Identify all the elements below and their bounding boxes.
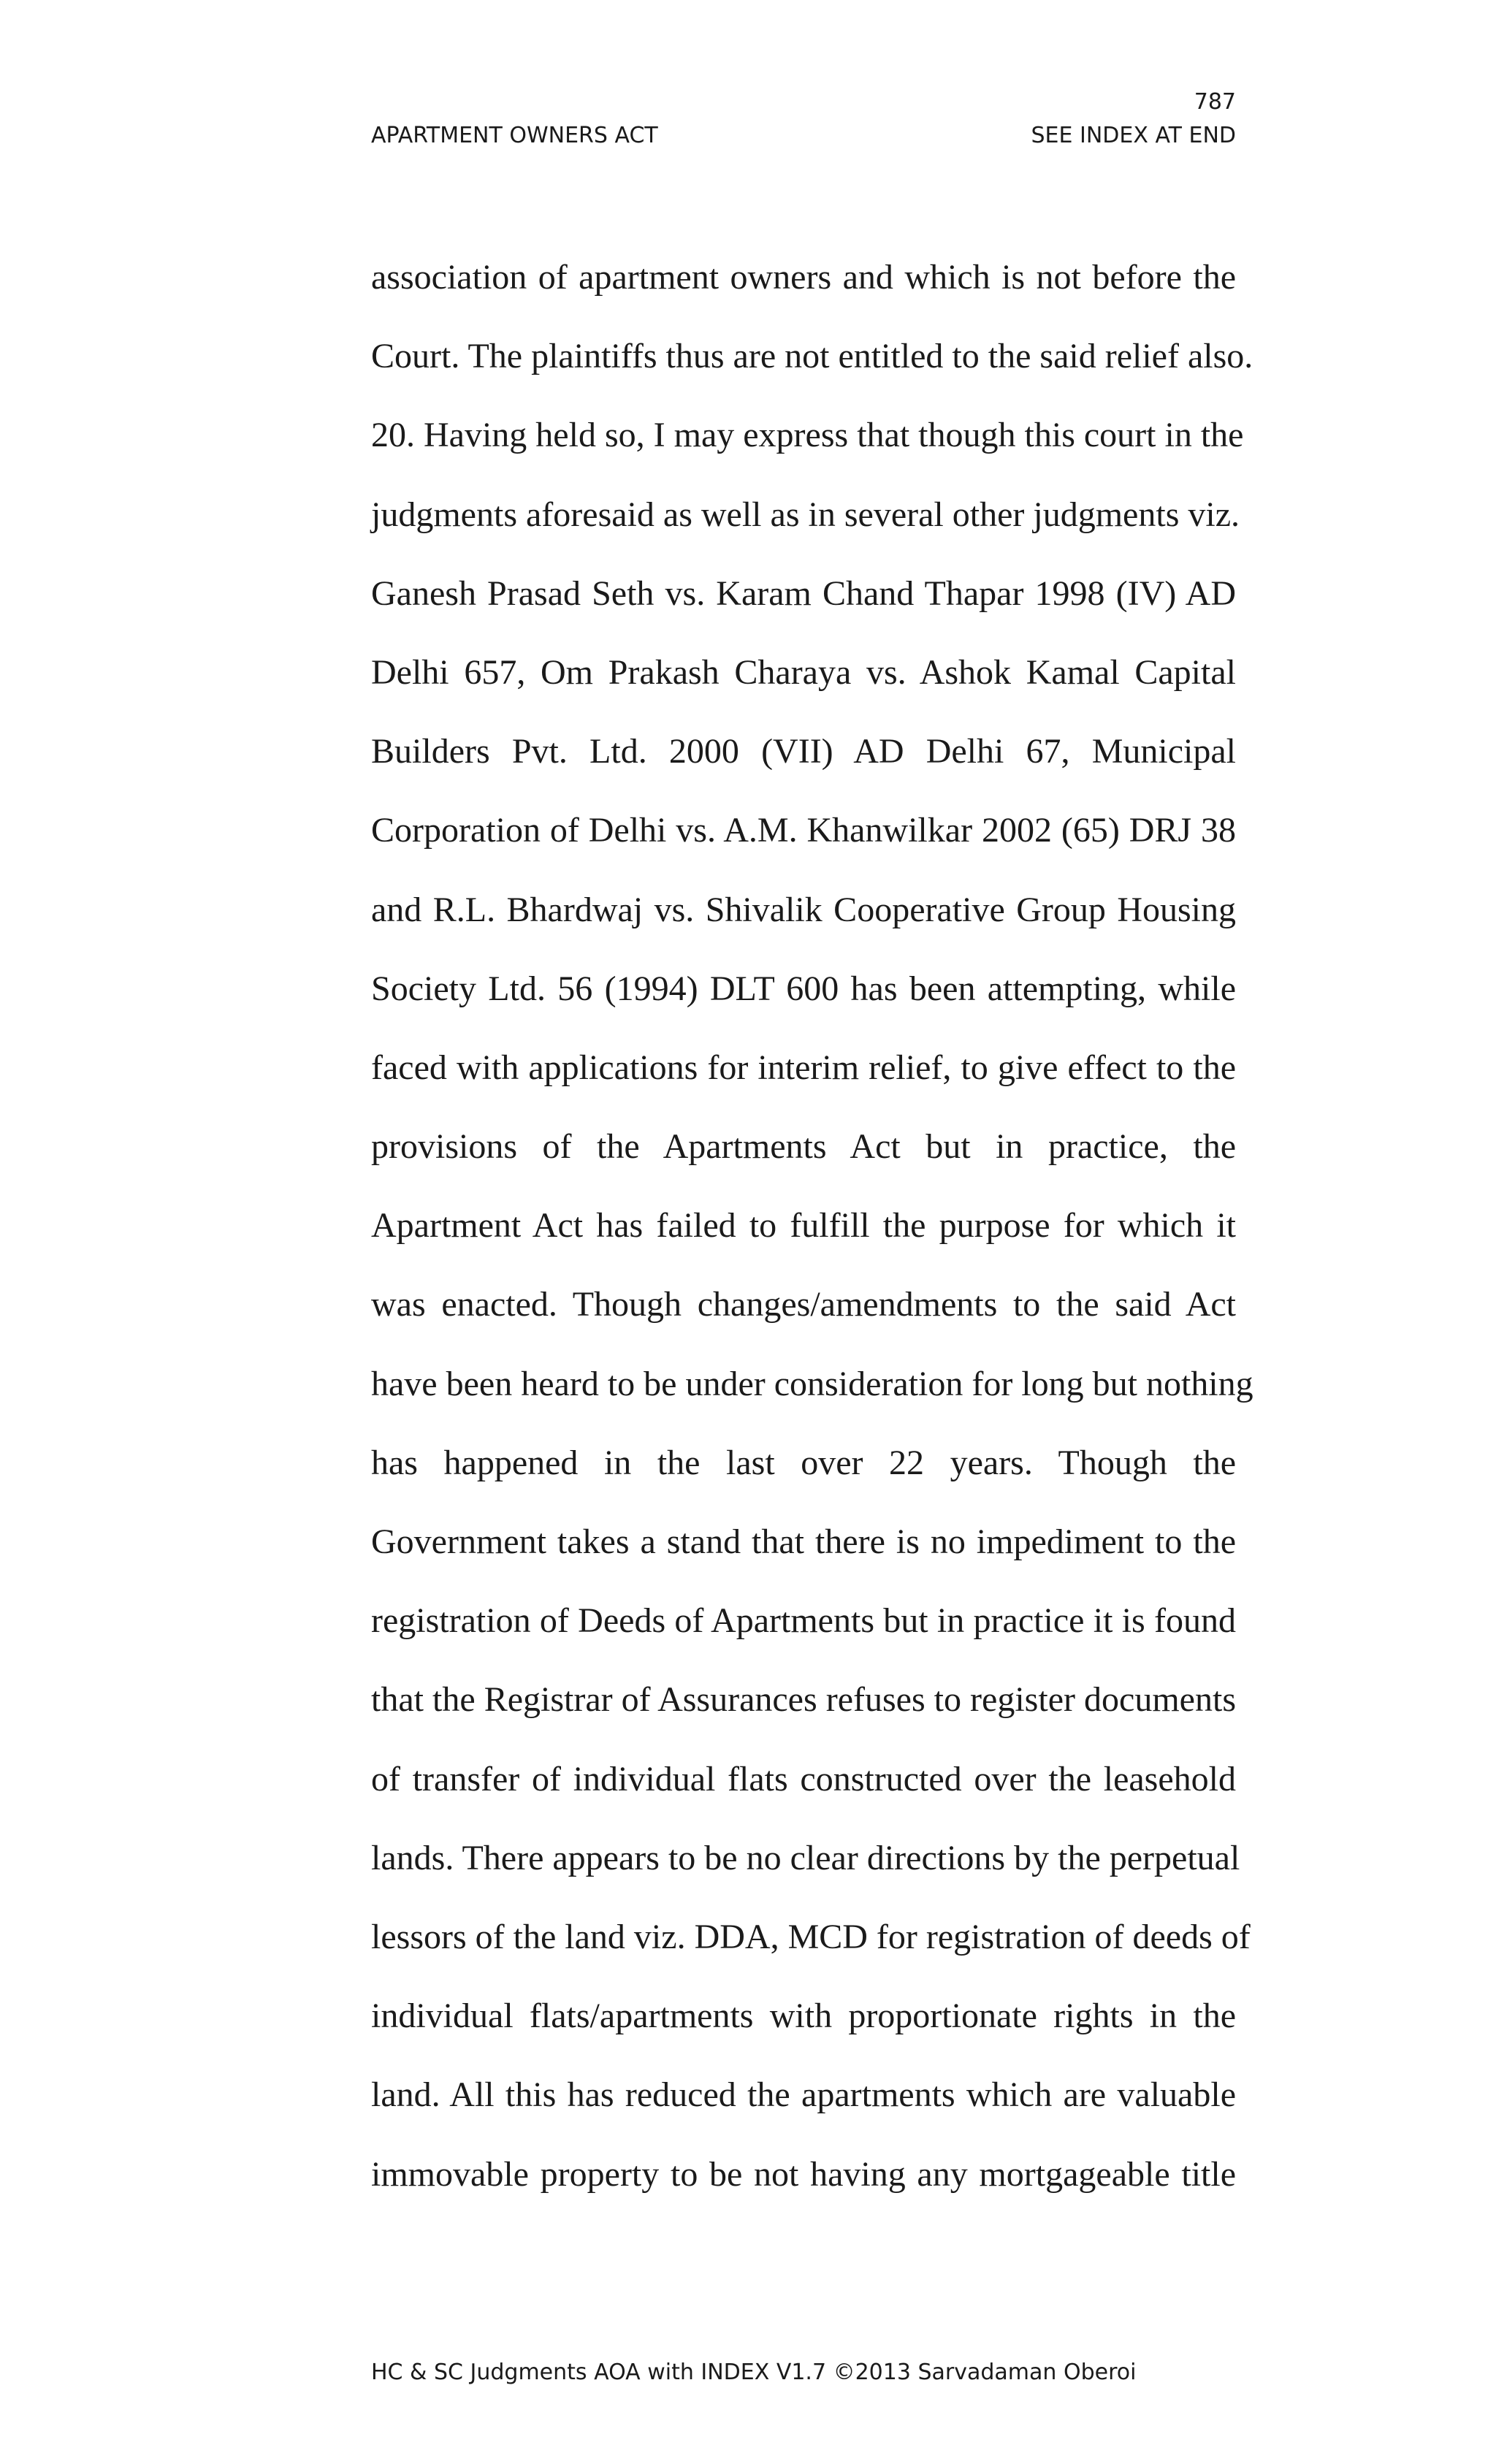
body-line: Society Ltd. 56 (1994) DLT 600 has been attempting, while [371,969,1236,1008]
body-line: Apartment Act has failed to fulfill the purpose for which it [371,1206,1236,1246]
running-header-index-note: SEE INDEX AT END [1031,123,1236,148]
page-footer: HC & SC Judgments AOA with INDEX V1.7 ©2013 Sarvadaman Oberoi [371,2360,1137,2385]
body-line: have been heard to be under consideration for long but nothing [371,1364,1253,1403]
running-header-title: APARTMENT OWNERS ACT [371,123,658,148]
body-line: Builders Pvt. Ltd. 2000 (VII) AD Delhi 67, Municipal [371,732,1236,771]
body-line: individual flats/apartments with proportionate rights in the [371,1996,1236,2036]
body-line: land. All this has reduced the apartments which are valuable [371,2075,1236,2115]
body-line: that the Registrar of Assurances refuses to register documents [371,1680,1236,1720]
body-line: provisions of the Apartments Act but in practice, the [371,1127,1236,1167]
body-line: Corporation of Delhi vs. A.M. Khanwilkar 2002 (65) DRJ 38 [371,811,1236,850]
body-line: lessors of the land viz. DDA, MCD for registration of deeds of [371,1917,1251,1956]
body-line: was enacted. Though changes/amendments to the said Act [371,1285,1236,1324]
body-line: immovable property to be not having any mortgageable title [371,2154,1236,2194]
body-line: Court. The plaintiffs thus are not entitled to the said relief also. [371,337,1253,376]
body-line: and R.L. Bhardwaj vs. Shivalik Cooperative Group Housing [371,890,1236,929]
body-line: Government takes a stand that there is no impediment to the [371,1522,1236,1561]
body-line: faced with applications for interim relief, to give effect to the [371,1048,1236,1087]
body-line: 20. Having held so, I may express that though this court in the [371,416,1244,455]
page-number: 787 [1194,89,1236,115]
judgment-body-text [371,256,1253,2232]
body-line: registration of Deeds of Apartments but in practice it is found [371,1601,1236,1641]
body-line: Delhi 657, Om Prakash Charaya vs. Ashok Kamal Capital [371,652,1236,692]
body-line: of transfer of individual flats constructed over the leasehold [371,1759,1236,1799]
body-line: has happened in the last over 22 years. Though the [371,1443,1236,1482]
body-line: Ganesh Prasad Seth vs. Karam Chand Thapar 1998 (IV) AD [371,573,1236,613]
body-line: judgments aforesaid as well as in several other judgments viz. [371,495,1240,534]
body-line: lands. There appears to be no clear directions by the perpetual [371,1838,1240,1877]
body-line: association of apartment owners and which is not before the [371,258,1236,297]
